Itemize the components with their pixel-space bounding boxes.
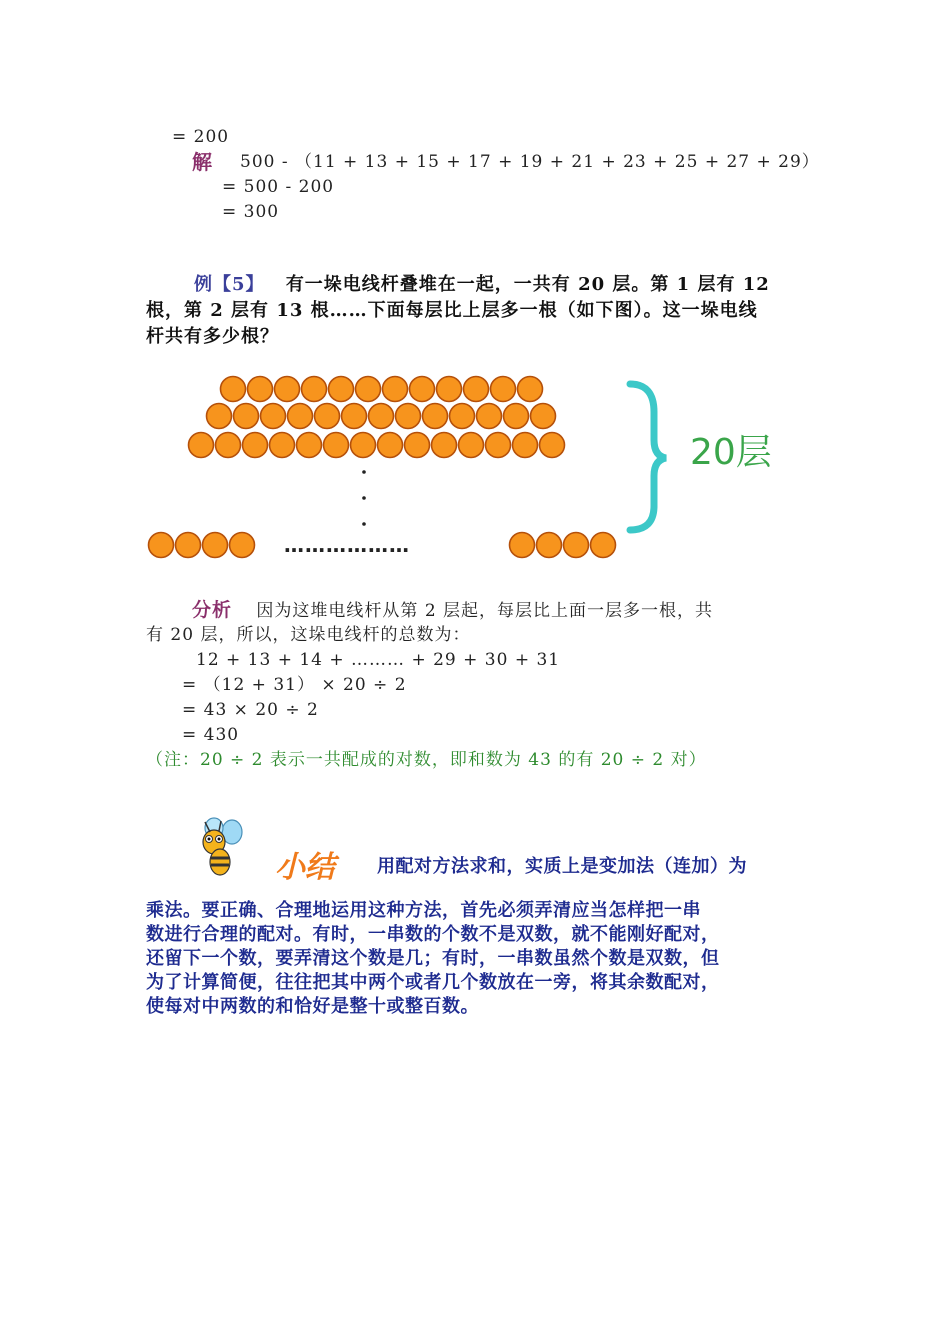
pole-stack-figure bbox=[0, 0, 950, 600]
example-label: 例【5】 bbox=[194, 274, 265, 295]
pole-layer-2 bbox=[261, 404, 286, 429]
summary-title: 小结 bbox=[275, 850, 335, 885]
solution-line-0: = 200 bbox=[172, 127, 230, 147]
layers-label: 20层 bbox=[690, 432, 772, 473]
example-text-1: 有一垛电线杆叠堆在一起，一共有 20 层。第 1 层有 12 bbox=[285, 274, 770, 295]
analysis-label: 分析 bbox=[192, 599, 233, 621]
solution-label: 解 bbox=[192, 150, 213, 174]
pole-layer-3 bbox=[351, 433, 376, 458]
pole-layer-3 bbox=[513, 433, 538, 458]
pole-stack bbox=[149, 377, 616, 558]
analysis-eq-1: 12 + 13 + 14 + ……… + 29 + 30 + 31 bbox=[196, 650, 561, 670]
pole-layer-2 bbox=[342, 404, 367, 429]
pole-layer-2 bbox=[207, 404, 232, 429]
pole-bottom-left bbox=[176, 533, 201, 558]
pole-bottom-left bbox=[149, 533, 174, 558]
pole-bottom-right bbox=[591, 533, 616, 558]
pole-layer-1 bbox=[383, 377, 408, 402]
pole-layer-1 bbox=[518, 377, 543, 402]
pole-layer-3 bbox=[324, 433, 349, 458]
pole-bottom-right bbox=[564, 533, 589, 558]
pole-layer-3 bbox=[270, 433, 295, 458]
pole-layer-2 bbox=[369, 404, 394, 429]
pole-layer-2 bbox=[423, 404, 448, 429]
pole-layer-2 bbox=[450, 404, 475, 429]
analysis-text-2: 有 20 层，所以，这垛电线杆的总数为： bbox=[146, 625, 471, 645]
example-text-2: 根，第 2 层有 13 根……下面每层比上层多一根（如下图）。这一垛电线 bbox=[146, 300, 758, 321]
pole-layer-2 bbox=[234, 404, 259, 429]
pole-layer-3 bbox=[297, 433, 322, 458]
pole-layer-1 bbox=[248, 377, 273, 402]
pole-layer-1 bbox=[437, 377, 462, 402]
pole-layer-3 bbox=[459, 433, 484, 458]
analysis-text-1-body: 因为这堆电线杆从第 2 层起，每层比上面一层多一根，共 bbox=[256, 601, 714, 621]
pole-layer-1 bbox=[410, 377, 435, 402]
pole-bottom-left bbox=[230, 533, 255, 558]
summary-line-5: 为了计算简便，往往把其中两个或者几个数放在一旁，将其余数配对， bbox=[146, 972, 720, 993]
bee-icon bbox=[203, 818, 242, 875]
pole-layer-3 bbox=[540, 433, 565, 458]
vertical-dot bbox=[362, 522, 366, 526]
analysis-eq-2: = （12 + 31） × 20 ÷ 2 bbox=[182, 675, 407, 695]
pole-layer-1 bbox=[356, 377, 381, 402]
vertical-dot bbox=[362, 496, 366, 500]
summary-line-6: 使每对中两数的和恰好是整十或整百数。 bbox=[146, 996, 479, 1017]
vertical-dot bbox=[362, 470, 366, 474]
solution-line-2: = 500 - 200 bbox=[222, 177, 335, 197]
pole-layer-1 bbox=[491, 377, 516, 402]
pole-layer-3 bbox=[378, 433, 403, 458]
analysis-eq-4: = 430 bbox=[182, 725, 240, 745]
example-text-3: 杆共有多少根？ bbox=[146, 326, 279, 347]
solution-line-3: = 300 bbox=[222, 202, 280, 222]
pole-bottom-right bbox=[537, 533, 562, 558]
pole-bottom-right bbox=[510, 533, 535, 558]
pole-layer-3 bbox=[486, 433, 511, 458]
pole-layer-1 bbox=[302, 377, 327, 402]
pole-layer-2 bbox=[315, 404, 340, 429]
pole-layer-3 bbox=[189, 433, 214, 458]
summary-line-1: 用配对方法求和，实质上是变加法（连加）为 bbox=[377, 856, 747, 877]
pole-layer-1 bbox=[329, 377, 354, 402]
pole-bottom-left bbox=[203, 533, 228, 558]
pole-layer-3 bbox=[432, 433, 457, 458]
summary-line-3: 数进行合理的配对。有时，一串数的个数不是双数，就不能刚好配对， bbox=[146, 924, 720, 945]
pole-layer-3 bbox=[243, 433, 268, 458]
horizontal-ellipsis: ……………… bbox=[284, 533, 410, 557]
solution-line-1: 500 - （11 + 13 + 15 + 17 + 19 + 21 + 23 + 25 + 27 + 29） bbox=[240, 152, 820, 172]
pole-layer-1 bbox=[275, 377, 300, 402]
pole-layer-2 bbox=[504, 404, 529, 429]
pole-layer-2 bbox=[477, 404, 502, 429]
pole-layer-1 bbox=[464, 377, 489, 402]
summary-line-2: 乘法。要正确、合理地运用这种方法，首先必须弄清应当怎样把一串 bbox=[146, 900, 701, 921]
analysis-note: （注：20 ÷ 2 表示一共配成的对数，即和数为 43 的有 20 ÷ 2 对） bbox=[146, 750, 707, 770]
pole-layer-2 bbox=[531, 404, 556, 429]
right-brace bbox=[630, 384, 666, 530]
pole-layer-2 bbox=[288, 404, 313, 429]
pole-layer-1 bbox=[221, 377, 246, 402]
pole-layer-2 bbox=[396, 404, 421, 429]
pole-layer-3 bbox=[216, 433, 241, 458]
analysis-eq-3: = 43 × 20 ÷ 2 bbox=[182, 700, 319, 720]
analysis-text-1 bbox=[192, 598, 713, 623]
pole-layer-3 bbox=[405, 433, 430, 458]
summary-line-4: 还留下一个数，要弄清这个数是几；有时，一串数虽然个数是双数，但 bbox=[146, 948, 720, 969]
